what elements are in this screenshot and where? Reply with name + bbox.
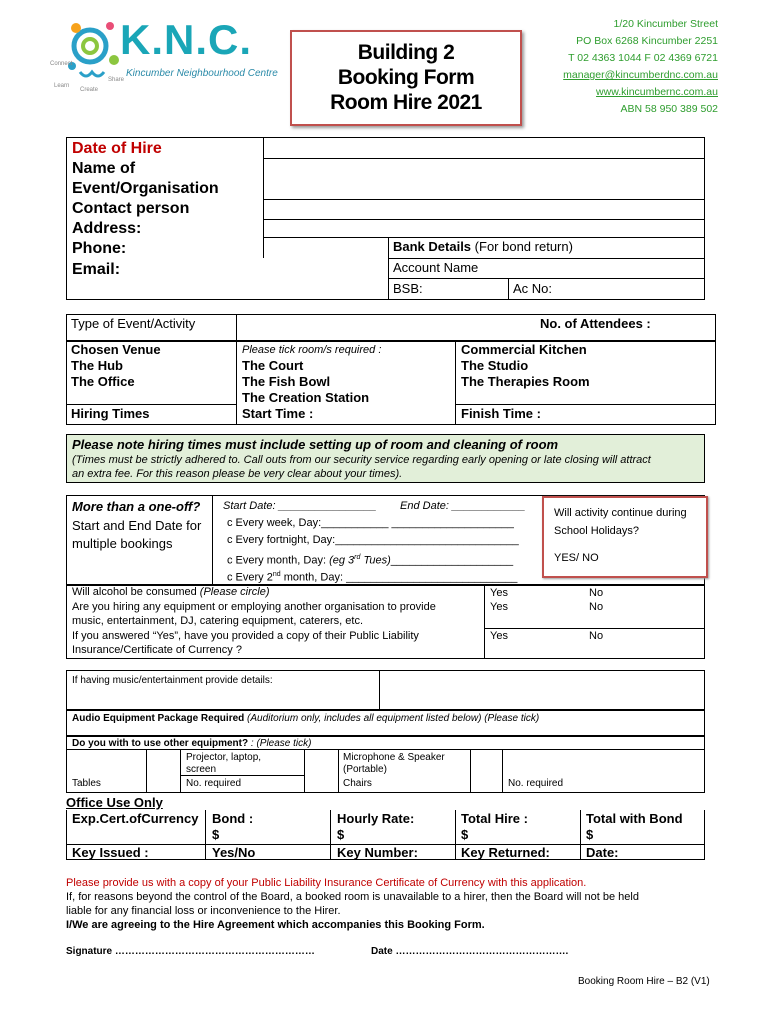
label-name-of: Name of: [72, 160, 136, 177]
alcohol-note: (Please circle): [199, 586, 270, 598]
signature-line[interactable]: Signature ……………………………………………………: [66, 946, 315, 957]
office-use-heading: Office Use Only: [66, 795, 163, 810]
bank-details-note: (For bond return): [474, 239, 573, 254]
label-contact-person: Contact person: [72, 200, 190, 217]
equipment-question-1: Are you hiring any equipment or employing another organisation to provide: [72, 601, 436, 613]
equipment-projector-2: screen: [186, 764, 217, 775]
equipment-question-2: music, entertainment, DJ, catering equipment, caterers, etc.: [72, 615, 364, 627]
title-line-1: Building 2: [357, 41, 455, 64]
total-bond-dollar: $: [586, 827, 594, 842]
start-date-field[interactable]: Start Date: ________________: [223, 500, 377, 512]
audio-package-note: (Auditorium only, includes all equipment listed below) (Please tick): [247, 713, 540, 724]
label-hiring-times: Hiring Times: [71, 406, 150, 421]
label-address: Address:: [72, 220, 142, 237]
logo-tag-connect: Connect: [50, 61, 73, 67]
label-key-issued: Key Issued :: [72, 845, 149, 860]
logo-tag-share: Share: [108, 77, 125, 83]
label-event-org: Event/Organisation: [72, 180, 219, 197]
label-start-time: Start Time :: [242, 406, 314, 421]
contact-block: [563, 16, 718, 118]
contact-person-field[interactable]: [265, 200, 703, 218]
label-type-of-event: Type of Event/Activity: [71, 316, 196, 331]
contact-po: PO Box 6268 Kincumber 2251: [576, 35, 718, 47]
contact-phone: T 02 4363 1044 F 02 4369 6721: [568, 52, 718, 64]
bank-details-label: [393, 239, 573, 255]
bank-details-title: Bank Details: [393, 239, 472, 254]
label-exp-cert: Exp.Cert.ofCurrency: [72, 811, 199, 826]
liability-statement-2: liable for any financial loss or inconvenience to the Hirer.: [66, 905, 341, 917]
label-account-name: Account Name: [393, 260, 479, 275]
venue-the-office[interactable]: The Office: [71, 374, 135, 389]
every-month-example: (eg 3: [329, 554, 355, 567]
signature-date-line[interactable]: Date …………………………………………….: [371, 946, 569, 957]
venue-the-studio[interactable]: The Studio: [461, 358, 529, 373]
form-title-box: [290, 30, 522, 126]
contact-email[interactable]: manager@kincumberdnc.com.au: [563, 69, 718, 81]
key-issued-yes-no[interactable]: Yes/No: [212, 845, 256, 860]
every-2nd-text: c Every 2: [227, 571, 273, 584]
form-version: Booking Room Hire – B2 (V1): [578, 976, 710, 987]
label-key-returned: Key Returned:: [461, 845, 550, 860]
alcohol-text: Will alcohol be consumed: [72, 586, 197, 598]
type-of-event-field[interactable]: [238, 316, 528, 339]
music-details-label: If having music/entertainment provide details:: [72, 675, 273, 686]
equipment-no[interactable]: No: [589, 601, 604, 613]
label-finish-time: Finish Time :: [461, 406, 541, 421]
venue-the-court[interactable]: The Court: [242, 358, 304, 373]
logo-subtitle: Kincumber Neighbourhood Centre: [126, 68, 278, 79]
every-2nd-text-end: month, Day: ____________________________: [280, 571, 518, 584]
label-no-of-attendees: No. of Attendees :: [540, 316, 651, 331]
equipment-yes[interactable]: Yes: [490, 601, 508, 613]
contact-web[interactable]: www.kincumbernc.com.au: [596, 86, 718, 98]
end-date-field[interactable]: End Date: ____________: [400, 500, 526, 512]
label-total-hire: Total Hire :: [461, 811, 528, 826]
every-month-sup: rd: [354, 554, 361, 561]
chairs-no-required: No. required: [508, 778, 564, 789]
hiring-note-line-2: an extra fee. For this reason please be very clear about your times).: [72, 468, 403, 480]
label-start-end-date: Start and End Date for: [72, 518, 202, 533]
venue-fish-bowl[interactable]: The Fish Bowl: [242, 374, 331, 389]
label-multiple-bookings: multiple bookings: [72, 536, 173, 551]
equipment-projector-1[interactable]: Projector, laptop,: [186, 752, 262, 763]
every-2nd-month-option[interactable]: [227, 568, 517, 585]
title-line-3: Room Hire 2021: [330, 91, 482, 114]
other-equipment-title: Do you with to use other equipment?: [72, 738, 249, 749]
label-ac-no: Ac No:: [513, 281, 553, 296]
every-month-option[interactable]: [227, 551, 513, 568]
venue-creation-station[interactable]: The Creation Station: [242, 390, 370, 405]
equipment-tables[interactable]: Tables: [72, 778, 101, 789]
tick-note: Please tick room/s required :: [242, 344, 382, 356]
label-date: Date:: [586, 845, 619, 860]
label-bsb: BSB:: [393, 281, 423, 296]
equipment-microphone-2: (Portable): [343, 764, 387, 775]
logo-tag-create: Create: [80, 87, 99, 93]
label-chosen-venue: Chosen Venue: [71, 342, 161, 357]
logo: [50, 12, 278, 93]
projector-no-required: No. required: [186, 778, 242, 789]
every-month-blank: ____________________: [390, 554, 514, 567]
liability-yes[interactable]: Yes: [490, 630, 508, 642]
liability-question-2: Insurance/Certificate of Currency ?: [72, 644, 242, 656]
label-phone: Phone:: [72, 240, 127, 257]
agreement-statement: I/We are agreeing to the Hire Agreement which accompanies this Booking Form.: [66, 919, 485, 931]
every-fortnight-option[interactable]: c Every fortnight, Day:______________________________: [227, 534, 519, 546]
liability-statement-1: If, for reasons beyond the control of the Board, a booked room is unavailable to a hirer, then the Board will not be held: [66, 891, 639, 903]
label-more-than-one-off: More than a one-off?: [72, 499, 201, 514]
contact-abn: ABN 58 950 389 502: [620, 103, 718, 115]
venue-the-hub[interactable]: The Hub: [71, 358, 123, 373]
hiring-note-heading: Please note hiring times must include setting up of room and cleaning of room: [72, 437, 559, 452]
equipment-microphone-1[interactable]: Microphone & Speaker: [343, 752, 445, 763]
music-details-field[interactable]: [381, 672, 703, 708]
every-month-example-end: Tues): [360, 554, 391, 567]
label-date-of-hire: Date of Hire: [72, 140, 162, 157]
school-holidays-question-1: Will activity continue during: [554, 507, 687, 519]
label-bond: Bond :: [212, 811, 254, 826]
school-holidays-box: [542, 496, 708, 578]
total-hire-dollar: $: [461, 827, 469, 842]
other-equipment-note: : (Please tick): [250, 738, 312, 749]
venue-table: [66, 341, 716, 425]
logo-tag-learn: Learn: [54, 83, 70, 89]
logo-letters: K.N.C.: [120, 16, 252, 63]
alcohol-question: [72, 585, 269, 599]
liability-question-1: If you answered “Yes”, have you provided a copy of their Public Liability: [72, 630, 419, 642]
equipment-chairs[interactable]: Chairs: [343, 778, 372, 789]
label-hourly-rate: Hourly Rate:: [337, 811, 415, 826]
other-equipment-question: [72, 737, 311, 750]
school-holidays-question-2: School Holidays?: [554, 525, 639, 537]
label-email: Email:: [72, 261, 121, 278]
venue-commercial-kitchen[interactable]: Commercial Kitchen: [461, 342, 587, 357]
every-2nd-sup: nd: [272, 571, 281, 578]
school-holidays-yes-no[interactable]: YES/ NO: [554, 552, 599, 564]
contact-address: 1/20 Kincumber Street: [613, 18, 718, 30]
date-of-hire-field[interactable]: [265, 139, 703, 157]
hiring-note-line-1: (Times must be strictly adhered to. Call outs from our security service regarding early opening or late closing will attract: [72, 454, 651, 466]
address-field[interactable]: [265, 220, 703, 236]
audio-package-title: Audio Equipment Package Required: [72, 713, 245, 724]
every-week-option[interactable]: c Every week, Day:___________ ____________________: [227, 517, 514, 529]
label-key-number: Key Number:: [337, 845, 418, 860]
alcohol-yes[interactable]: Yes: [490, 587, 508, 599]
title-line-2: Booking Form: [337, 66, 475, 89]
event-org-field[interactable]: [265, 160, 703, 198]
label-total-with-bond: Total with Bond: [586, 811, 683, 826]
liability-no[interactable]: No: [589, 630, 604, 642]
venue-therapies-room[interactable]: The Therapies Room: [461, 374, 590, 389]
bond-dollar: $: [212, 827, 220, 842]
hourly-dollar: $: [337, 827, 345, 842]
audio-package-label: [72, 712, 539, 725]
every-month-text: c Every month, Day:: [227, 554, 330, 567]
insurance-note: Please provide us with a copy of your Public Liability Insurance Certificate of Currency with this application.: [66, 877, 587, 889]
alcohol-no[interactable]: No: [589, 587, 604, 599]
